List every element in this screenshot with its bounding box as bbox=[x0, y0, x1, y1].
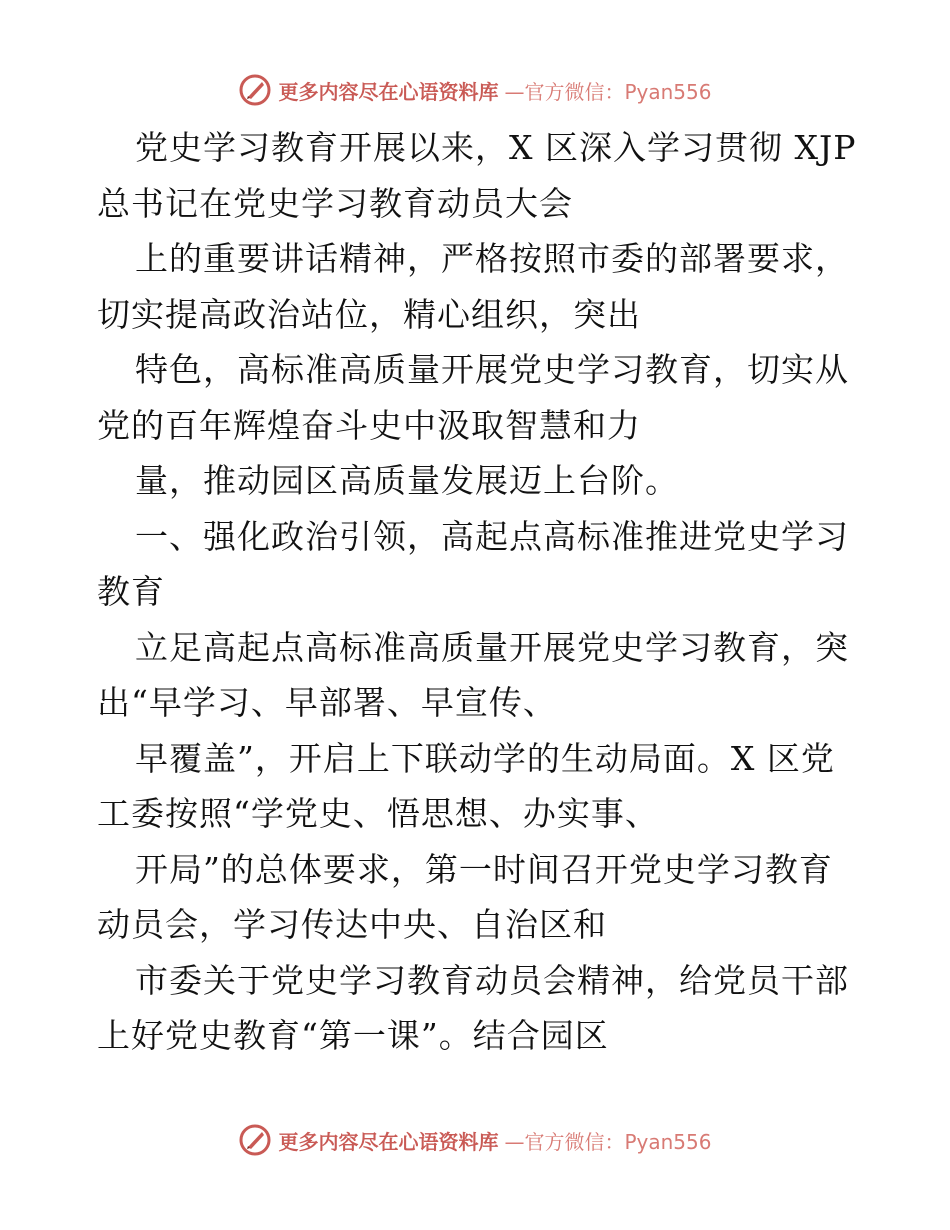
body-line: 党史学习教育开展以来，X 区深入学习贯彻 XJP bbox=[135, 128, 857, 167]
section-heading: 一、强化政治引领，高起点高标准推进党史学习 bbox=[135, 516, 849, 556]
body-line: 党的百年辉煌奋斗史中汲取智慧和力 bbox=[97, 405, 641, 445]
header-watermark bbox=[0, 70, 950, 110]
watermark-contact: —官方微信：Pyan556 bbox=[504, 79, 712, 104]
quill-logo-icon bbox=[238, 1123, 272, 1157]
document-body bbox=[97, 120, 857, 1064]
quill-logo-icon bbox=[238, 73, 272, 107]
body-line: 开局”的总体要求，第一时间召开党史学习教育 bbox=[135, 849, 833, 889]
body-line: 量，推动园区高质量发展迈上台阶。 bbox=[135, 461, 679, 500]
body-line: 早覆盖”，开启上下联动学的生动局面。X 区党 bbox=[135, 738, 835, 778]
body-line: 特色，高标准高质量开展党史学习教育，切实从 bbox=[135, 350, 849, 389]
body-line: 工委按照“学党史、悟思想、办实事、 bbox=[97, 794, 659, 833]
body-line: 市委关于党史学习教育动员会精神，给党员干部 bbox=[135, 960, 849, 1000]
body-line: 出“早学习、早部署、早宣传、 bbox=[97, 683, 557, 722]
body-line: 动员会，学习传达中央、自治区和 bbox=[97, 905, 607, 944]
body-line: 上好党史教育“第一课”。结合园区 bbox=[97, 1016, 609, 1055]
body-line: 总书记在党史学习教育动员大会 bbox=[97, 183, 573, 223]
footer-watermark bbox=[0, 1120, 950, 1160]
watermark-text: 更多内容尽在心语资料库 bbox=[278, 1129, 499, 1154]
watermark-contact: —官方微信：Pyan556 bbox=[504, 1129, 712, 1154]
body-line: 上的重要讲话精神，严格按照市委的部署要求， bbox=[135, 239, 849, 278]
watermark-text: 更多内容尽在心语资料库 bbox=[278, 79, 499, 104]
body-line: 切实提高政治站位，精心组织，突出 bbox=[97, 294, 641, 334]
body-line: 立足高起点高标准高质量开展党史学习教育，突 bbox=[135, 627, 849, 667]
section-heading-cont: 教育 bbox=[97, 572, 165, 611]
